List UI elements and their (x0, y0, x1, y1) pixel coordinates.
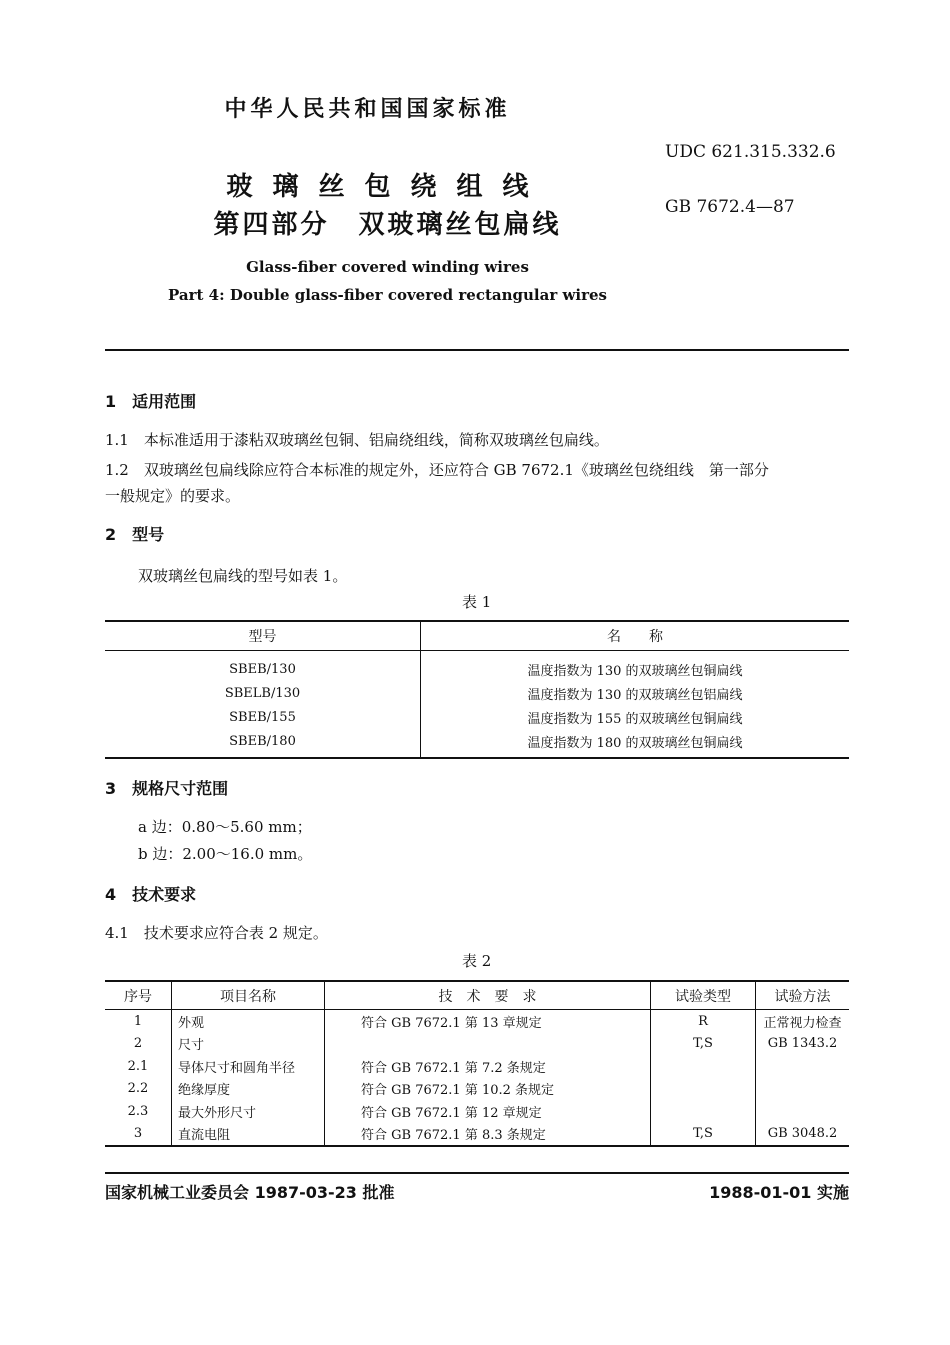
table-cell: SBEB/180 (105, 729, 421, 758)
table-cell: 符合 GB 7672.1 第 13 章规定 (325, 1010, 651, 1033)
table-header-cell: 序号 (105, 981, 172, 1010)
table-row (105, 1123, 849, 1147)
section-3-heading: 3 规格尺寸范围 (105, 779, 229, 798)
table-row (105, 1078, 849, 1101)
table-cell: 尺寸 (172, 1033, 325, 1056)
title-cn-line2: 第四部分 双玻璃丝包扁线 (213, 210, 562, 240)
effective-date: 1988-01-01 实施 (709, 1183, 849, 1202)
section-1-heading: 1 适用范围 (105, 392, 197, 411)
footer-divider (105, 1172, 849, 1174)
dimension-a: a 边：0.80～5.60 mm； (138, 818, 312, 836)
table-cell: GB 1343.2 (767, 1036, 838, 1052)
clause-1-1: 1.1 本标准适用于漆粘双玻璃丝包铜、铝扁绕组线，简称双玻璃丝包扁线。 (105, 431, 609, 449)
table-header-cell: 名 称 (421, 621, 850, 651)
table-cell: 直流电阻 (172, 1123, 325, 1147)
table-header-cell: 技 术 要 求 (325, 981, 651, 1010)
table-cell (756, 1078, 850, 1101)
table-cell: 温度指数为 130 的双玻璃丝包铝扁线 (527, 687, 743, 703)
table-header-cell: 型号 (105, 621, 421, 651)
udc-code: UDC 621.315.332.6 (665, 142, 836, 162)
model-table (105, 620, 849, 759)
table-cell: 符合 GB 7672.1 第 7.2 条规定 (325, 1055, 651, 1078)
table-row (105, 1055, 849, 1078)
table-cell: T,S (651, 1123, 756, 1147)
table-cell: 2.2 (105, 1078, 172, 1101)
table-cell: 1 (105, 1010, 172, 1033)
table-cell (651, 1055, 756, 1078)
approval-note: 国家机械工业委员会 1987-03-23 批准 (105, 1183, 395, 1202)
table-cell: 外观 (172, 1010, 325, 1033)
table-cell (651, 1078, 756, 1101)
table-cell: 最大外形尺寸 (172, 1100, 325, 1123)
table-cell: 符合 GB 7672.1 第 10.2 条规定 (325, 1078, 651, 1101)
section-2-heading: 2 型号 (105, 525, 165, 544)
table-cell: 符合 GB 7672.1 第 8.3 条规定 (325, 1123, 651, 1147)
title-cn-line1: 玻璃丝包绕组线 (226, 172, 549, 202)
table-cell: 2.1 (105, 1055, 172, 1078)
table-cell: 正常视力检查 (763, 1015, 842, 1031)
clause-1-2-line2: 一般规定》的要求。 (105, 487, 241, 505)
table-cell: SBEB/155 (105, 705, 421, 729)
table-cell: SBELB/130 (105, 681, 421, 705)
table-header-cell: 试验方法 (756, 981, 850, 1010)
requirements-table (105, 980, 849, 1147)
section-4-heading: 4 技术要求 (105, 885, 197, 904)
clause-1-2-line1: 1.2 双玻璃丝包扁线除应符合本标准的规定外，还应符合 GB 7672.1《玻璃丝包绕组线 第一部分 (105, 461, 769, 479)
table-row (105, 1100, 849, 1123)
table-cell (756, 1055, 850, 1078)
table-header-cell: 试验类型 (651, 981, 756, 1010)
table-cell: 导体尺寸和圆角半径 (172, 1055, 325, 1078)
table-cell: 3 (105, 1123, 172, 1147)
table-cell: GB 3048.2 (756, 1123, 850, 1147)
table-cell: R (651, 1010, 756, 1033)
table-row (105, 681, 849, 705)
table-row (105, 729, 849, 758)
title-en-line2: Part 4: Double glass-fiber covered rectangular wires (168, 286, 607, 304)
table-cell (756, 1100, 850, 1123)
table-row (105, 651, 849, 682)
table-cell: 2.3 (105, 1100, 172, 1123)
gb-code: GB 7672.4—87 (665, 197, 795, 217)
table-row (105, 1033, 849, 1056)
table-header-row (105, 981, 849, 1010)
standard-header: 中华人民共和国国家标准 (224, 97, 511, 122)
table-cell: SBEB/130 (105, 651, 421, 682)
title-en-line1: Glass-fiber covered winding wires (246, 258, 529, 276)
table-cell: T,S (651, 1033, 756, 1056)
table-row (105, 705, 849, 729)
table-cell (325, 1033, 651, 1056)
table-cell: 温度指数为 180 的双玻璃丝包铜扁线 (421, 729, 850, 758)
clause-4-1: 4.1 技术要求应符合表 2 规定。 (105, 924, 328, 942)
table-cell: 2 (105, 1033, 172, 1056)
table-cell (651, 1100, 756, 1123)
table1-caption: 表 1 (462, 593, 492, 611)
table-cell: 符合 GB 7672.1 第 12 章规定 (325, 1100, 651, 1123)
table-cell: 温度指数为 130 的双玻璃丝包铜扁线 (527, 663, 743, 679)
table-header-cell: 项目名称 (172, 981, 325, 1010)
table2-caption: 表 2 (462, 952, 492, 970)
table-row (105, 1010, 849, 1033)
table-header-row (105, 621, 849, 651)
section-2-text: 双玻璃丝包扁线的型号如表 1。 (138, 567, 348, 585)
header-divider (105, 349, 849, 351)
table-cell: 绝缘厚度 (172, 1078, 325, 1101)
dimension-b: b 边：2.00～16.0 mm。 (138, 845, 313, 863)
table-cell: 温度指数为 155 的双玻璃丝包铜扁线 (527, 711, 743, 727)
